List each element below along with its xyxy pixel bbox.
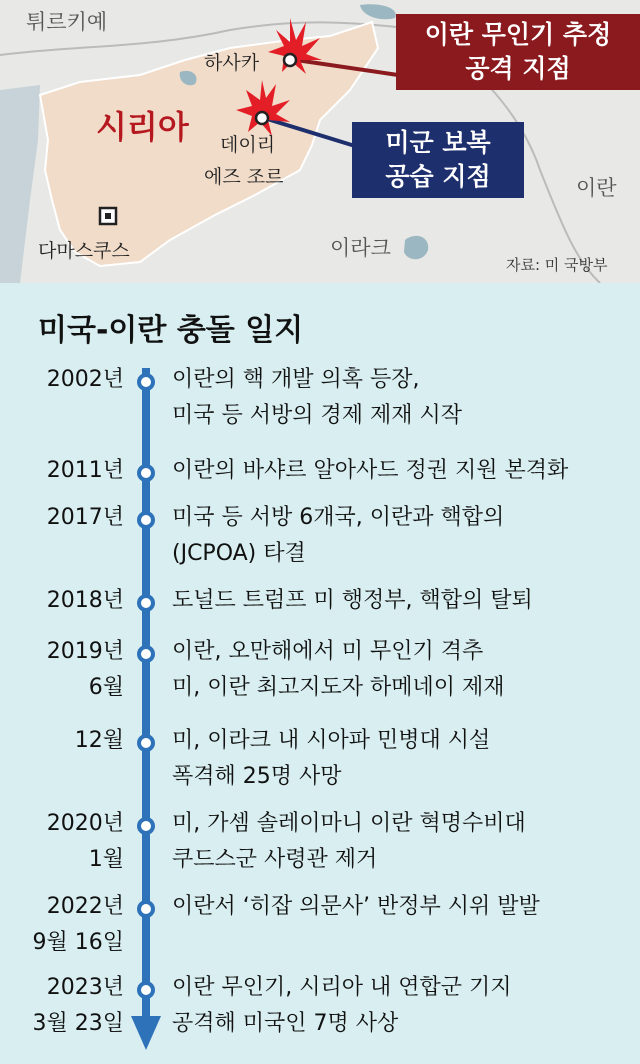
event-marker-icon: [137, 594, 155, 612]
event-description-line: 미, 이라크 내 시아파 민병대 시설: [172, 728, 491, 753]
event-date-line: 3월 23일: [32, 1011, 124, 1036]
drone-attack-callout-line2: 공격 지점: [465, 54, 571, 83]
event-date-line: 2011년: [46, 458, 124, 483]
event-date-line: 9월 16일: [32, 930, 124, 955]
event-date-line: 2020년: [46, 811, 124, 836]
event-description: [172, 970, 512, 1042]
event-date-line: 2017년: [46, 505, 124, 530]
event-description-line: 폭격해 25명 사망: [172, 764, 342, 789]
event-description: [172, 634, 505, 706]
event-marker-icon: [137, 645, 155, 663]
hasakah-marker: [284, 54, 296, 66]
event-date: [47, 453, 124, 489]
mediterranean-sea: [0, 85, 40, 283]
iraq-label: 이라크: [330, 236, 391, 260]
event-description-line: 이란, 오만해에서 미 무인기 격추: [172, 639, 484, 664]
event-marker-icon: [137, 817, 155, 835]
map: [0, 0, 640, 283]
event-description-line: 이란의 바샤르 알아사드 정권 지원 본격화: [172, 458, 569, 483]
event-description: [172, 723, 490, 795]
event-date-line: 2019년: [46, 639, 124, 664]
event-description: [172, 500, 504, 572]
event-date: [75, 723, 124, 759]
event-date-line: 6월: [88, 675, 124, 700]
event-date-line: 12월: [74, 728, 124, 753]
event-marker-icon: [137, 734, 155, 752]
event-description-line: 쿠드스군 사령관 제거: [172, 847, 378, 872]
event-description-line: 미국 등 서방의 경제 제재 시작: [172, 403, 462, 428]
event-date: [33, 970, 125, 1042]
reservoir: [360, 4, 396, 19]
syria-label: 시리아: [96, 108, 189, 146]
event-marker-icon: [137, 511, 155, 529]
event-date-line: 2002년: [46, 367, 124, 392]
timeline-title: 미국-이란 충돌 일지: [38, 313, 304, 348]
event-date: [47, 634, 124, 706]
event-description-line: 이란서 ‘히잡 의문사’ 반정부 시위 발발: [172, 894, 540, 919]
damascus-label: 다마스쿠스: [38, 240, 130, 262]
drone-attack-callout: [396, 14, 640, 90]
event-date: [47, 583, 124, 619]
retaliation-callout-line2: 공습 지점: [385, 162, 491, 191]
event-description: [172, 453, 568, 489]
retaliation-callout: [352, 122, 524, 198]
event-date-line: 1월: [88, 847, 124, 872]
event-marker-icon: [137, 981, 155, 999]
event-description-line: 미, 가셈 솔레이마니 이란 혁명수비대: [172, 811, 526, 836]
event-description-line: 공격해 미국인 7명 사상: [172, 1011, 399, 1036]
event-date-line: 2023년: [46, 975, 124, 1000]
event-date-line: 2022년: [46, 894, 124, 919]
event-description-line: 이란 무인기, 시리아 내 연합군 기지: [172, 975, 512, 1000]
event-description: [172, 889, 540, 925]
event-description: [172, 362, 462, 434]
event-description: [172, 583, 533, 619]
event-description-line: 미국 등 서방 6개국, 이란과 핵합의: [172, 505, 505, 530]
event-date: [47, 806, 124, 878]
drone-attack-callout-line1: 이란 무인기 추정: [424, 20, 612, 49]
event-description: [172, 806, 526, 878]
event-date: [33, 889, 125, 961]
iran-label: 이란: [576, 176, 617, 200]
event-date: [47, 362, 124, 398]
retaliation-callout-line1: 미군 보복: [385, 128, 491, 157]
event-date: [47, 500, 124, 536]
event-date-line: 2018년: [46, 588, 124, 613]
event-marker-icon: [137, 900, 155, 918]
event-description-line: 도널드 트럼프 미 행정부, 핵합의 탈퇴: [172, 588, 533, 613]
turkey-label: 튀르키예: [26, 10, 108, 34]
hasakah-label: 하사카: [204, 52, 260, 74]
event-description-line: 이란의 핵 개발 의혹 등장,: [172, 367, 420, 392]
event-description-line: 미, 이란 최고지도자 하메네이 제재: [172, 675, 505, 700]
lake-tharthar: [404, 236, 428, 259]
deir-ezzor-label-line1: 데이리: [220, 134, 276, 156]
event-marker-icon: [137, 373, 155, 391]
event-marker-icon: [137, 464, 155, 482]
damascus-capital-inner: [105, 213, 111, 219]
timeline-arrowhead-icon: [131, 1016, 161, 1050]
event-description-line: (JCPOA) 타결: [172, 541, 306, 566]
deir-ezzor-label-line2: 에즈 조르: [204, 166, 284, 188]
deir-ezzor-marker: [256, 112, 268, 124]
source-note: 자료: 미 국방부: [506, 256, 608, 274]
